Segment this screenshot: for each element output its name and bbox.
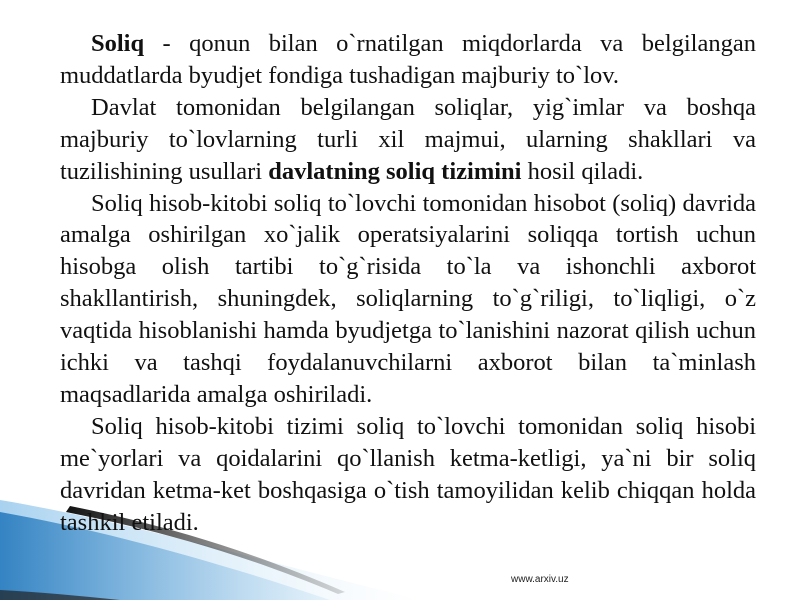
paragraph-4-text: Soliq hisob-kitobi tizimi soliq to`lovchi tomonidan soliq hisobi me`yorlari va qoidalarini qo`llanish ketma-ketligi, ya`ni bir soliq davridan ketma-ket boshqasiga o`tish tamoyilidan kelib chiqqan holda tashkil etiladi. xyxy=(60,412,756,536)
paragraph-3-text: Soliq hisob-kitobi soliq to`lovchi tomonidan hisobot (soliq) davrida amalga oshirilgan xo`jalik operatsiyalarini soliqqa tortish uchun hisobga olish tartibi to`g`risida to`la va ishonchli axborot shakllantirish, shuningdek, soliqlarning to`g`riligi, to`liqligi, o`z vaqtida hisoblanishi hamda byudjetga to`lanishini nazorat qilish uchun ichki va tashqi foydalanuvchilarni axborot bilan ta`minlash maqsadlarida amalga oshiriladi. xyxy=(60,189,756,408)
paragraph-2-text-a: Davlat tomonidan belgilangan soliqlar, yig`imlar va boshqa majburiy to`lovlarning turli xil majmui, ularning shakllari va tuzilishining usullari xyxy=(60,93,756,185)
paragraph-2 xyxy=(60,92,756,188)
term-soliq-tizimi: davlatning soliq tizimini xyxy=(268,157,522,185)
paragraph-4 xyxy=(60,411,756,539)
text-body xyxy=(60,28,756,539)
paragraph-2-text-b: hosil qiladi. xyxy=(521,157,644,185)
term-soliq: Soliq xyxy=(91,30,145,57)
paragraph-1-text: - qonun bilan o`rnatilgan miqdorlarda va belgilangan muddatlarda byudjet fondiga tushadigan majburiy to`lov. xyxy=(60,30,756,89)
footer-source: www.arxiv.uz xyxy=(511,574,569,585)
paragraph-1 xyxy=(60,28,756,92)
paragraph-3 xyxy=(60,188,756,411)
